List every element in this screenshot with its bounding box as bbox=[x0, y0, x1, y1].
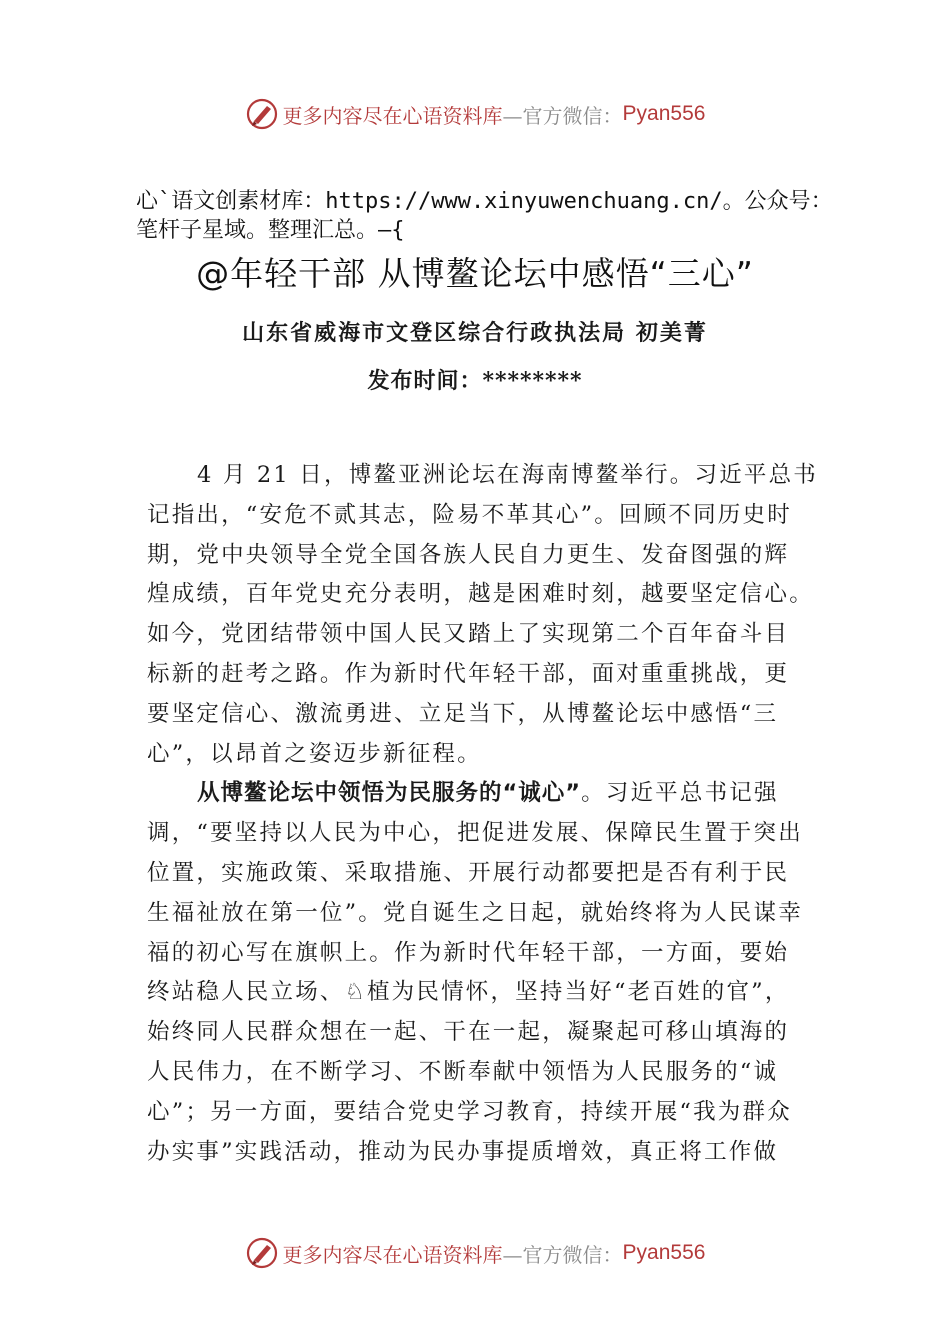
paragraph-line: 人民伟力，在不断学习、不断奉献中领悟为人民服务的“诚 bbox=[147, 1058, 779, 1085]
paragraph-line: 如今，党团结带领中国人民又踏上了实现第二个百年奋斗目 bbox=[147, 621, 790, 648]
source-line: 笔杆子星域。整理汇总。—{ bbox=[136, 218, 405, 243]
source-note bbox=[136, 187, 866, 245]
watermark-sub-text: —官方微信： bbox=[502, 103, 623, 128]
paragraph-line: 要坚定信心、激流勇进、立足当下，从博鳌论坛中感悟“三 bbox=[147, 700, 779, 727]
paragraph-line: 福的初心写在旗帜上。作为新时代年轻干部，一方面，要始 bbox=[147, 939, 790, 966]
paragraph-line: 办实事”实践活动，推动为民办事提质增效，真正将工作做 bbox=[147, 1138, 779, 1165]
paragraph-line: 标新的赶考之路。作为新时代年轻干部，面对重重挑战，更 bbox=[147, 660, 790, 687]
watermark-main-text: 更多内容尽在心语资料库 bbox=[282, 1242, 503, 1267]
section-lead-rest: 。习近平总书记强 bbox=[581, 780, 779, 807]
paragraph-line: 期，党中央领导全党全国各族人民自力更生、发奋图强的辉 bbox=[147, 541, 790, 568]
paragraph-line bbox=[147, 774, 807, 814]
pen-logo-icon bbox=[245, 1236, 279, 1270]
paragraph-line: 心”；另一方面，要结合党史学习教育，持续开展“我为群众 bbox=[147, 1098, 792, 1125]
paragraph-line: 生福祉放在第一位”。党自诞生之日起，就始终将为人民谋幸 bbox=[147, 899, 803, 926]
paragraph-line: 心”，以昂首之姿迈步新征程。 bbox=[147, 740, 482, 767]
watermark-wechat-id: Pyan556 bbox=[622, 1241, 706, 1264]
source-line: 心`语文创素材库：https://www.xinyuwenchuang.cn/。公众号： bbox=[136, 189, 833, 214]
paragraph-line: 调，“要坚持以人民为中心，把促进发展、保障民生置于突出 bbox=[147, 820, 803, 847]
paragraph-line: 记指出，“安危不贰其志，险易不革其心”。回顾不同历史时 bbox=[147, 501, 792, 528]
paragraph-line: 位置，实施政策、采取措施、开展行动都要把是否有利于民 bbox=[147, 859, 790, 886]
article-author: 山东省威海市文登区综合行政执法局 初美菁 bbox=[242, 320, 708, 346]
publish-time: 发布时间：******** bbox=[367, 368, 583, 394]
watermark-sub-text: —官方微信： bbox=[502, 1242, 623, 1267]
article-title: @年轻干部 从博鳌论坛中感悟“三心” bbox=[196, 254, 754, 293]
article-body bbox=[147, 456, 819, 1172]
footer-watermark bbox=[0, 1233, 950, 1273]
paragraph-line: 4 月 21 日，博鳌亚洲论坛在海南博鳌举行。习近平总书 bbox=[197, 462, 819, 488]
section-lead-heading: 从博鳌论坛中领悟为民服务的“诚心” bbox=[197, 780, 582, 807]
paragraph-line: 煌成绩，百年党史充分表明，越是困难时刻，越要坚定信心。 bbox=[147, 581, 814, 608]
paragraph-line: 始终同人民群众想在一起、干在一起，凝聚起可移山填海的 bbox=[147, 1019, 790, 1046]
pen-logo-icon bbox=[245, 97, 279, 131]
watermark-wechat-id: Pyan556 bbox=[622, 102, 706, 125]
header-watermark bbox=[0, 94, 950, 134]
watermark-main-text: 更多内容尽在心语资料库 bbox=[282, 103, 503, 128]
paragraph-line: 终站稳人民立场、♘植为民情怀，坚持当好“老百姓的官”， bbox=[147, 979, 790, 1006]
